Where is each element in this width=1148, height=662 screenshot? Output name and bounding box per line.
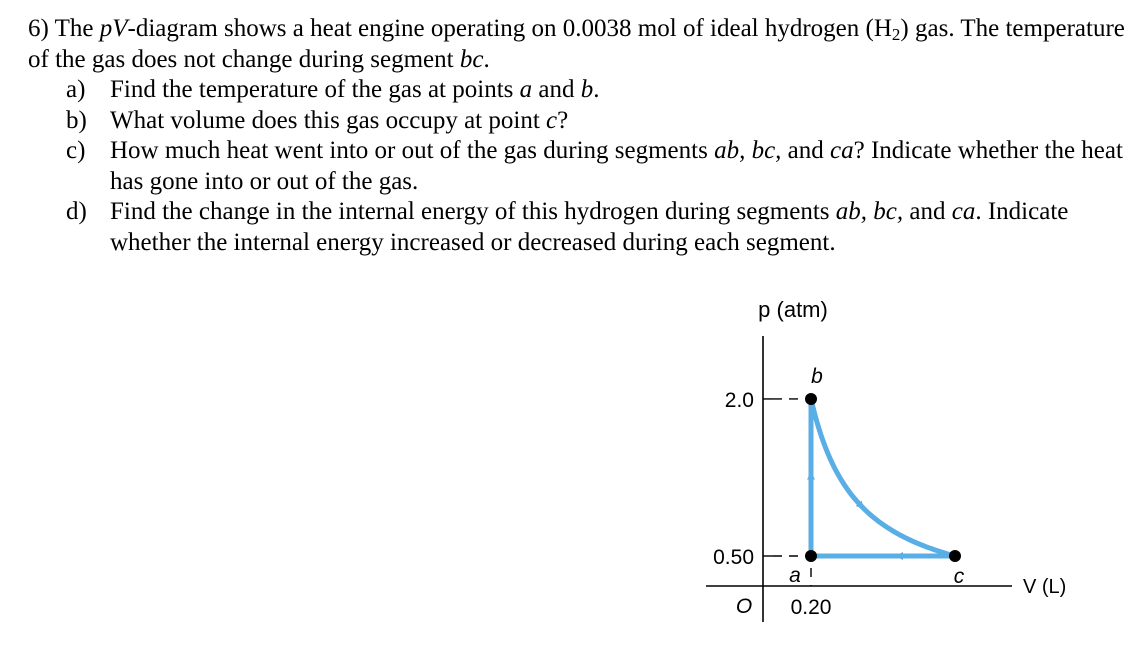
point-c xyxy=(949,550,961,562)
y-tick-label: 0.50 xyxy=(713,546,754,569)
question-label: b) xyxy=(66,106,87,134)
question-c: c) How much heat went into or out of the gas during segments ab, bc, and ca? Indicate whether the heat has gone into or out of the gas. xyxy=(66,137,1123,195)
segment-bc xyxy=(811,399,955,556)
point-a xyxy=(805,550,817,562)
question-label: a) xyxy=(66,76,86,103)
x-tick-label: 0.20 xyxy=(790,596,832,619)
question-label: d) xyxy=(66,198,87,225)
y-axis-label: p (atm) xyxy=(758,297,828,322)
point-label-a: a xyxy=(789,564,801,587)
y-tick-label: 2.0 xyxy=(724,388,754,412)
question-b: b) What volume does this gas occupy at point c? xyxy=(28,106,1128,137)
problem-intro: 6) The pV-diagram shows a heat engine operating on 0.0038 mol of ideal hydrogen $(H_2)$ gas. The temperature of the gas does not change during segment bc. xyxy=(28,15,1125,73)
point-label-b: b xyxy=(811,364,823,388)
point-label-c: c xyxy=(953,565,965,588)
question-a: a) Find the temperature of the gas at points a and b. xyxy=(28,75,1128,106)
x-axis-label: V (L) xyxy=(1023,576,1067,598)
question-label: c) xyxy=(66,137,86,164)
origin-label: O xyxy=(735,595,753,618)
point-b xyxy=(805,393,817,405)
question-d: d) Find the change in the internal energy of this hydrogen during segments ab, bc, and ca. Indicate whether the internal energy increased or decreased during each segment. xyxy=(66,198,1069,256)
problem-number: 6) xyxy=(28,15,49,42)
chart-layer xyxy=(706,336,1012,622)
